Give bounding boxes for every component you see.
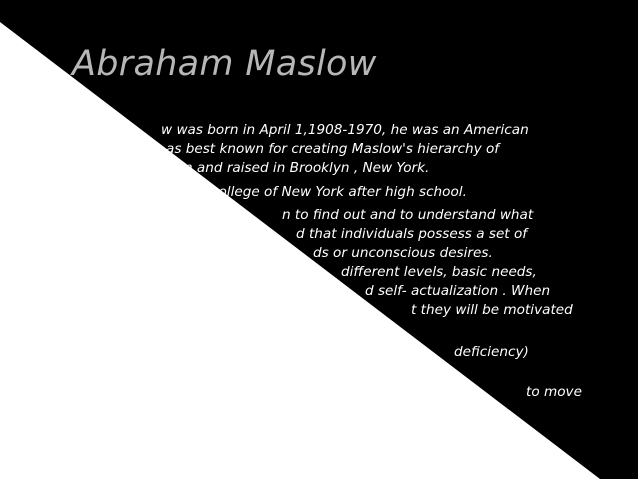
body-line: w was born in April 1,1908-1970, he was an American <box>161 122 529 138</box>
body-line: college of New York after high school. <box>211 184 467 200</box>
body-line: t they will be motivated <box>411 302 573 318</box>
body-line: d that individuals possess a set of <box>296 226 528 242</box>
body-line: d self- actualization . When <box>365 283 551 299</box>
body-line: different levels, basic needs, <box>341 264 537 280</box>
body-line: ds or unconscious desires. <box>313 245 493 261</box>
body-line: n to find out and to understand what <box>282 207 534 223</box>
body-line: deficiency) <box>454 344 529 360</box>
slide-title: Abraham Maslow <box>72 44 377 84</box>
body-line: to move <box>526 384 582 400</box>
body-line: as best known for creating Maslow's hierarchy of <box>166 141 500 157</box>
body-line: n and raised in Brooklyn , New York. <box>184 160 430 176</box>
